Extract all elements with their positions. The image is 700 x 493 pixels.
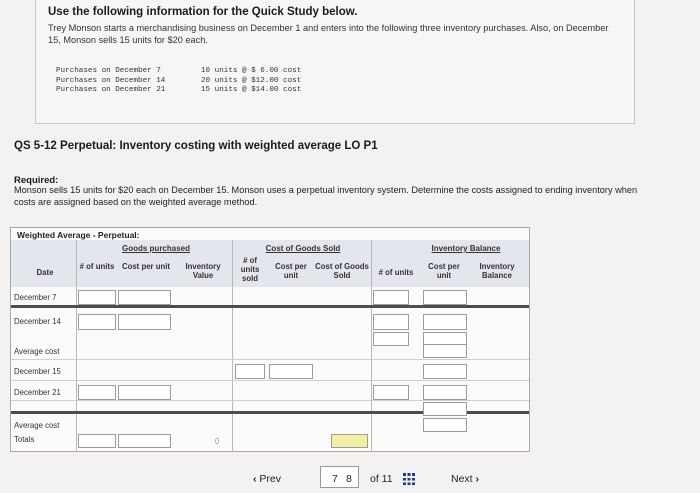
input-total-units[interactable] [78,434,116,448]
row-divider [11,400,529,401]
input-total-cost[interactable] [118,434,171,448]
input-dec14-inv-cost[interactable] [423,314,467,330]
row-label-average-cost: Average cost [14,347,60,356]
purchase-detail: 10 units @ $ 6.00 cost [201,67,302,75]
col-inv-balance: Inventory Balance [479,262,515,280]
required-heading: Required: [14,175,59,186]
row-label-average-cost: Average cost [14,421,60,430]
input-dec7-inv-cost[interactable] [423,290,467,305]
page-selector[interactable] [320,466,359,488]
input-dec15-units-sold[interactable] [235,364,265,379]
input-dec15-cost[interactable] [269,364,313,379]
col-cogs-total: Cost of Goods Sold [315,262,369,280]
purchases-list [56,67,301,96]
chevron-left-icon: ‹ [253,473,257,485]
col-divider [76,240,77,452]
question-title: QS 5-12 Perpetual: Inventory costing with weighted average LO P1 [14,140,378,152]
page-number-8[interactable]: 8 [346,473,352,485]
chevron-right-icon: › [475,473,480,485]
info-paragraph: Trey Monson starts a merchandising business on December 1 and enters into the following three inventory purchases. Also, on December 15, Monson sells 15 units for $20 each. [48,23,609,45]
prev-button[interactable] [253,473,281,485]
row-label-december-7: December 7 [14,293,57,302]
next-label: Next [451,473,473,485]
group-goods-purchased: Goods purchased [121,244,190,253]
purchase-row [56,67,301,77]
row-label-totals: Totals [14,435,35,444]
input-dec14-units[interactable] [78,314,116,330]
col-inv-cost: Cost per unit [428,262,460,280]
row-label-december-14: December 14 [14,317,61,326]
col-cogs-units: # of units sold [240,256,260,283]
purchase-detail: 15 units @ $14.00 cost [201,86,302,94]
input-dec14-inv-units[interactable] [373,314,409,330]
col-cogs-cost: Cost per unit [275,262,307,280]
purchase-row [56,86,301,96]
input-dec7-inv-units[interactable] [373,290,409,305]
input-dec7-units[interactable] [78,290,116,305]
totals-zero: 0 [214,437,220,446]
purchase-detail: 20 units @ $12.00 cost [201,76,302,85]
row-label-december-15: December 15 [14,367,61,376]
input-dec15-inv-cost[interactable] [423,364,467,379]
page-total: of 11 [370,473,393,485]
row-divider [11,380,529,381]
col-gp-units: # of units [79,262,115,271]
input-dec14-inv-units-2[interactable] [373,332,409,346]
purchase-label: Purchases on December 7 [56,67,161,75]
input-avg1-cost[interactable] [423,344,467,358]
weighted-average-table [10,227,530,452]
page-number-7[interactable]: 7 [332,473,338,485]
purchase-label: Purchases on December 14 [56,76,166,85]
input-dec21-inv-units[interactable] [373,385,409,400]
input-dec21-units[interactable] [78,385,116,400]
input-dec21-inv-cost-2[interactable] [423,402,467,416]
col-gp-value: Inventory Value [185,262,221,280]
group-inventory-balance: Inventory Balance [431,244,501,253]
input-total-cogs[interactable] [331,434,368,448]
purchase-row [56,77,301,87]
grid-icon[interactable] [403,473,415,485]
input-avg2-cost[interactable] [423,418,467,432]
row-divider [11,359,529,360]
col-inv-units: # of units [378,268,414,277]
input-dec21-inv-cost[interactable] [423,385,467,400]
row-separator [11,305,529,308]
info-title: Use the following information for the Quick Study below. [48,6,358,18]
col-divider [371,240,372,452]
group-cost-of-goods-sold: Cost of Goods Sold [265,244,341,253]
input-dec14-cost[interactable] [118,314,171,330]
input-dec21-cost[interactable] [118,385,171,400]
col-gp-cost: Cost per unit [121,262,171,271]
col-divider [232,240,233,452]
next-button[interactable] [451,473,479,485]
purchase-label: Purchases on December 21 [56,86,166,94]
input-dec7-cost[interactable] [118,290,171,305]
info-box [35,0,635,124]
row-label-december-21: December 21 [14,388,61,397]
required-text: Monson sells 15 units for $20 each on December 15. Monson uses a perpetual inventory system. Determine the costs assigned to ending inventory when costs are assigned based on the weighted average method. [14,185,638,207]
col-date: Date [36,268,54,277]
table-title: Weighted Average - Perpetual: [17,230,140,240]
prev-label: Prev [259,473,282,485]
